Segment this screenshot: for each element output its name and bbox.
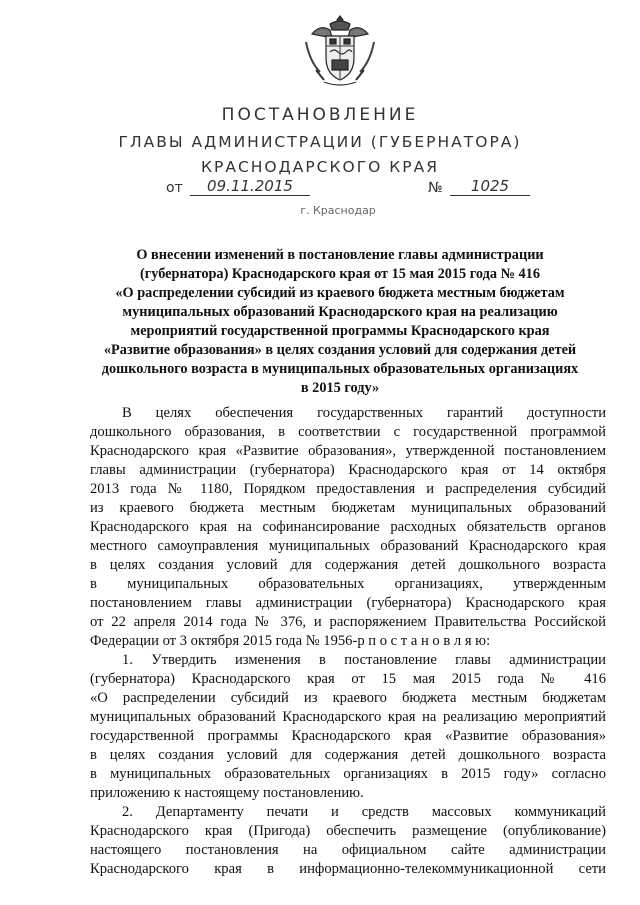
- body-line: Краснодарского края на софинансирование расходных обязательств органов: [90, 519, 606, 535]
- issuer-heading: ГЛАВЫ АДМИНИСТРАЦИИ (ГУБЕРНАТОРА): [118, 133, 522, 151]
- body-line: постановлением главы администрации (губернатора) Краснодарского края: [90, 595, 606, 611]
- number-label: №: [428, 180, 443, 196]
- title-line: О внесении изменений в постановление главы администрации: [136, 247, 544, 263]
- body-line: Краснодарского края «Развитие образования», утвержденной постановлением: [90, 443, 606, 459]
- body-line: 2013 года № 1180, Порядком предоставления и распределения субсидий: [90, 481, 606, 497]
- title-line: (губернатора) Краснодарского края от 15 мая 2015 года № 416: [140, 266, 540, 282]
- body-line: муниципальных образований Краснодарского края на реализацию мероприятий: [90, 709, 606, 725]
- body-line: дошкольного образования, в соответствии с государственной программой: [90, 424, 606, 440]
- document-number: 1025: [450, 177, 530, 196]
- body-line: в целях создания условий для содержания детей дошкольного возраста: [90, 557, 606, 573]
- coat-of-arms-emblem: [300, 12, 380, 90]
- title-line: «Развитие образования» в целях создания условий для содержания детей: [103, 342, 577, 358]
- body-line: В целях обеспечения государственных гарантий доступности: [122, 405, 606, 421]
- body-line: Краснодарского края в информационно-телекоммуникационной сети: [90, 861, 606, 877]
- document-body: [90, 404, 606, 879]
- body-line: (губернатора) Краснодарского края от 15 мая 2015 года № 416: [90, 671, 606, 687]
- region-heading: КРАСНОДАРСКОГО КРАЯ: [200, 158, 440, 176]
- body-line: «О распределении субсидий из краевого бюджета местным бюджетам: [90, 690, 606, 706]
- body-line: в целях создания условий для содержания детей дошкольного возраста: [90, 747, 606, 763]
- document-type-heading: ПОСТАНОВЛЕНИЕ: [221, 105, 419, 125]
- body-line: главы администрации (губернатора) Краснодарского края от 14 октября: [90, 462, 606, 478]
- body-line: в муниципальных образовательных организациях в 2015 году» согласно: [90, 766, 606, 782]
- document-title: [80, 246, 600, 398]
- body-line: в муниципальных образовательных организациях, утвержденным: [90, 576, 606, 592]
- body-line: Краснодарского края (Пригода) обеспечить размещение (опубликование): [90, 823, 606, 839]
- title-line: «О распределении субсидий из краевого бюджета местным бюджетам: [115, 285, 565, 301]
- body-line: Федерации от 3 октября 2015 года № 1956-р п о с т а н о в л я ю:: [90, 633, 491, 649]
- body-line: от 22 апреля 2014 года № 376, и распоряжением Правительства Российской: [90, 614, 606, 630]
- body-line: 2. Департаменту печати и средств массовых коммуникаций: [122, 804, 606, 820]
- title-line: муниципальных образований Краснодарского края на реализацию: [122, 304, 558, 320]
- body-line: местного самоуправления муниципальных образований Краснодарского края: [90, 538, 606, 554]
- document-date: 09.11.2015: [190, 177, 310, 196]
- date-label: от: [166, 180, 183, 196]
- body-line: 1. Утвердить изменения в постановление главы администрации: [122, 652, 606, 668]
- body-line: из краевого бюджета местным бюджетам муниципальных образований: [90, 500, 606, 516]
- body-line: настоящего постановления на официальном сайте администрации: [90, 842, 606, 858]
- city-label: г. Краснодар: [300, 204, 376, 217]
- body-line: государственной программы Краснодарского края «Развитие образования»: [90, 728, 606, 744]
- body-line: приложению к настоящему постановлению.: [90, 785, 364, 801]
- title-line: в 2015 году»: [300, 380, 380, 396]
- title-line: мероприятий государственной программы Краснодарского края: [130, 323, 550, 339]
- title-line: дошкольного возраста в муниципальных образовательных организациях: [101, 361, 579, 377]
